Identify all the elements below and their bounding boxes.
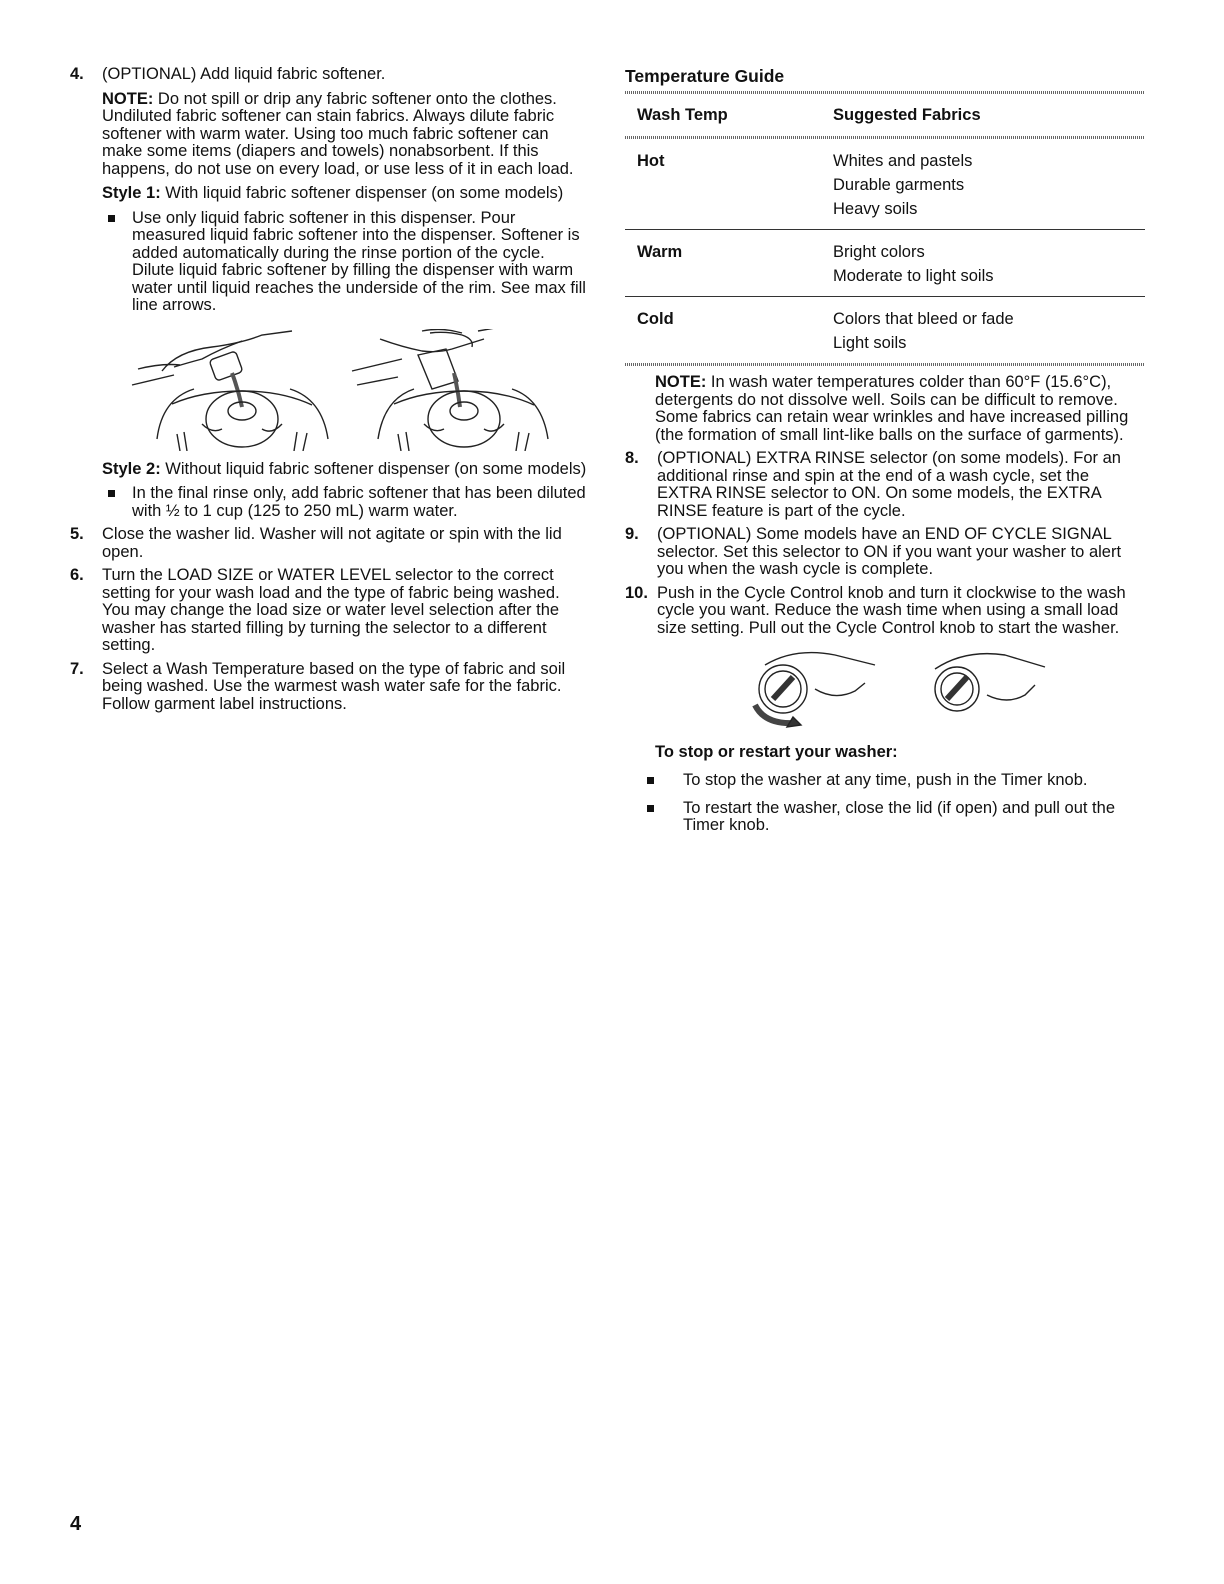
table-row-warm (625, 230, 1145, 297)
style-1-heading (102, 185, 590, 203)
fabric-softener-note (102, 91, 590, 179)
style-2-bullet-text: In the final rinse only, add fabric softener that has been diluted with ½ to 1 cup (125 to 250 mL) warm water. (132, 484, 586, 520)
fabrics-hot (833, 139, 1145, 230)
step-number: 10. (625, 583, 648, 602)
step-4-title: (OPTIONAL) Add liquid fabric softener. (102, 65, 386, 83)
step-8 (625, 450, 1145, 520)
page-number: 4 (70, 1513, 82, 1535)
style-1-bullet (102, 210, 590, 315)
step-9 (625, 526, 1145, 579)
note-label: NOTE: (655, 373, 707, 391)
temp-cold: Cold (625, 297, 833, 364)
dispenser-illustration (102, 329, 590, 451)
bullet-square (647, 777, 654, 784)
fabric-item: Bright colors (833, 243, 925, 261)
left-column (70, 66, 590, 719)
stop-bullet-text: To stop the washer at any time, push in the Timer knob. (683, 771, 1088, 789)
step-5 (70, 526, 590, 561)
step-number: 4. (70, 65, 84, 83)
bullet-square (647, 805, 654, 812)
step-10-text: Push in the Cycle Control knob and turn it clockwise to the wash cycle you want. Reduce the wash time when using a small load size setting. Pull out the Cycle Control knob to start the washer. (657, 583, 1126, 637)
note-text: In wash water temperatures colder than 60°F (15.6°C), detergents do not dissolve well. Soils can be difficult to remove. Some fabrics can retain wear wrinkles and have increased pilling (the formation of small lint-like balls on the surface of garments). (655, 373, 1129, 444)
style-2-text: Without liquid fabric softener dispenser (on some models) (160, 459, 587, 478)
fabric-item: Light soils (833, 334, 907, 352)
step-7-text: Select a Wash Temperature based on the type of fabric and soil being washed. Use the warmest wash water safe for the fabric. Follow garment label instructions. (102, 659, 566, 713)
temperature-guide-table (625, 94, 1145, 363)
step-7 (70, 661, 590, 714)
header-wash-temp: Wash Temp (637, 106, 728, 124)
style-2-label: Style 2: (102, 459, 161, 478)
table-row-cold (625, 297, 1145, 364)
style-1-text: With liquid fabric softener dispenser (on some models) (160, 184, 564, 202)
step-number: 8. (625, 449, 639, 467)
step-8-text: (OPTIONAL) EXTRA RINSE selector (on some models). For an additional rinse and spin at the end of a wash cycle, set the EXTRA RINSE selector to ON. On some models, the EXTRA RINSE feature is part of the cycle. (657, 449, 1121, 520)
restart-bullet-text: To restart the washer, close the lid (if open) and pull out the Timer knob. (683, 798, 1115, 834)
stop-restart-title: To stop or restart your washer: (655, 743, 898, 761)
fabric-item: Heavy soils (833, 200, 918, 218)
style-1-label: Style 1: (102, 184, 161, 202)
temperature-note (625, 374, 1145, 444)
step-5-text: Close the washer lid. Washer will not agitate or spin with the lid open. (102, 525, 562, 561)
step-4 (70, 66, 590, 520)
table-header-row (625, 94, 1145, 136)
style-1-bullet-text: Use only liquid fabric softener in this dispenser. Pour measured liquid fabric softener into the dispenser. Softener is added automatically during the rinse portion of the cycle. Dilute liquid fabric softener by filling the dispenser with warm water until liquid reaches the underside of the rim. See max fill line arrows. (132, 208, 586, 314)
step-10 (625, 585, 1145, 638)
step-number: 5. (70, 525, 84, 543)
note-label: NOTE: (102, 89, 154, 108)
fabric-item: Whites and pastels (833, 152, 973, 170)
step-9-text: (OPTIONAL) Some models have an END OF CYCLE SIGNAL selector. Set this selector to ON if you want your washer to alert you when the wash cycle is complete. (657, 525, 1122, 578)
header-suggested-fabrics: Suggested Fabrics (833, 106, 981, 124)
style-2-bullet (102, 485, 590, 520)
temp-warm: Warm (625, 230, 833, 297)
fabric-item: Moderate to light soils (833, 267, 994, 285)
step-number: 7. (70, 659, 84, 678)
stop-bullet (625, 772, 1145, 790)
temp-hot: Hot (637, 152, 665, 170)
table-row-hot (625, 139, 1145, 230)
bullet-square (108, 215, 115, 222)
fabrics-cold (833, 297, 1145, 364)
fabric-item: Durable garments (833, 176, 965, 194)
right-column (625, 66, 1145, 835)
step-number: 6. (70, 566, 84, 584)
fabric-item: Colors that bleed or fade (833, 310, 1014, 328)
table-bottom-rule (625, 363, 1145, 366)
cycle-knob-illustration (725, 645, 1145, 737)
step-number: 9. (625, 525, 639, 543)
temperature-guide-title: Temperature Guide (625, 66, 785, 86)
step-6 (70, 567, 590, 655)
restart-bullet (625, 800, 1145, 835)
note-text: Do not spill or drip any fabric softener onto the clothes. Undiluted fabric softener can stain fabrics. Always dilute fabric softener with warm water. Using too much fabric softener can make some items (diapers and towels) nonabsorbent. If this happens, do not use on every load, or use less of it in each load. (102, 89, 574, 178)
style-2-heading (102, 461, 590, 479)
fabrics-warm (833, 230, 1145, 297)
bullet-square (108, 490, 115, 497)
step-6-text: Turn the LOAD SIZE or WATER LEVEL selector to the correct setting for your wash load and the type of fabric being washed. You may change the load size or water level selection after the washer has started filling by turning the selector to a different setting. (102, 566, 560, 654)
